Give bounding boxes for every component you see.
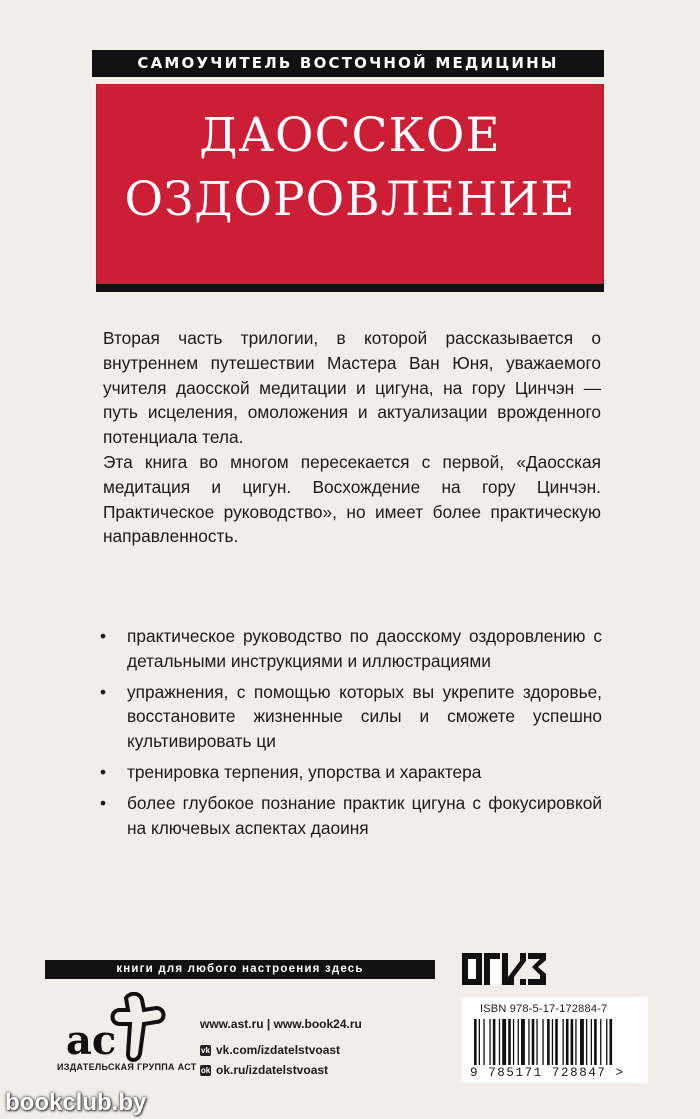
tagline-bar: книги для любого настроения здесь [45,960,435,979]
barcode-bar [479,1019,480,1065]
list-item-text: тренировка терпения, упорства и характера [127,761,482,782]
barcode-bar [552,1019,553,1065]
ok-link[interactable] [200,1063,440,1077]
barcode [474,1019,636,1065]
barcode-bar [606,1019,607,1065]
barcode-bar [594,1019,597,1065]
title-banner [96,84,604,292]
barcode-bar [591,1019,592,1065]
list-item [100,624,602,674]
barcode-bar [547,1019,550,1065]
isbn-block [462,997,648,1083]
barcode-bar [575,1019,576,1065]
barcode-bar [521,1019,525,1065]
isbn-label: ISBN 978-5-17-172884-7 [480,1003,608,1015]
barcode-bar [542,1019,543,1065]
vk-link-text: vk.com/izdatelstvoast [216,1043,341,1057]
bullet-icon: • [100,792,107,813]
website-links[interactable]: www.ast.ru | www.book24.ru [200,1017,362,1031]
description [103,326,601,549]
ogiz-logo [462,951,548,987]
title-line-2: ОЗДОРОВЛЕНИЕ [124,172,576,227]
feature-list [100,624,602,846]
description-paragraph-2: Эта книга во многом пересекается с первой, «Даосская медитация и цигун. Восхождение на гору Цинчэн. Практическое руководство», но имеет более практическую направленность. [103,451,601,547]
ok-icon: ok [200,1065,211,1075]
barcode-digits: 9 785171 728847 > [470,1066,625,1080]
vk-icon: vk [201,1045,210,1055]
list-item-text: практическое руководство по даосскому оздоровлению с детальными инструкциями и иллюстрациями [127,626,602,671]
barcode-bar [502,1019,506,1065]
list-item [100,760,602,785]
barcode-bar [586,1019,587,1065]
ok-link-text: ok.ru/izdatelstvoast [216,1063,329,1077]
barcode-bar [532,1019,535,1065]
title-line-1: ДАОССКОЕ [199,108,501,163]
barcode-bar [566,1019,569,1065]
barcode-bar [555,1019,558,1065]
barcode-bar [580,1019,584,1065]
svg-text:ac: ac [66,1017,117,1064]
barcode-bar [493,1019,496,1065]
barcode-bar [483,1019,484,1065]
barcode-bar [536,1019,537,1065]
bullet-icon: • [100,761,107,782]
watermark: bookclub.by [5,1089,147,1116]
ast-logo [60,992,178,1064]
ast-caption: ИЗДАТЕЛЬСКАЯ ГРУППА АСТ [57,1062,197,1072]
list-item [100,680,602,754]
list-item [100,791,602,841]
series-band: САМОУЧИТЕЛЬ ВОСТОЧНОЙ МЕДИЦИНЫ [92,50,604,77]
barcode-bar [508,1019,511,1065]
list-item-text: более глубокое познание практик цигуна с фокусировкой на ключевых аспектах даоиня [127,792,602,838]
barcode-bar [474,1019,477,1065]
bullet-icon: • [100,626,107,646]
publisher-links [200,1017,440,1083]
barcode-bar [518,1019,519,1065]
barcode-bar [610,1019,613,1065]
barcode-bar [513,1019,514,1065]
barcode-bar [571,1019,574,1065]
barcode-bar [563,1019,564,1065]
bullet-icon: • [100,681,107,702]
vk-link[interactable] [200,1043,440,1057]
barcode-bar [528,1019,529,1065]
barcode-bar [600,1019,601,1065]
description-paragraph-1: Вторая часть трилогии, в которой рассказывается о внутреннем путешествии Мастера Ван Юня, уважаемого учителя даосской медитации и цигуна, на гору Цинчэн — путь исцеления, омоложения и актуализации врожденного потенциала тела. [103,328,601,448]
list-item-text: упражнения, с помощью которых вы укрепите здоровье, восстановите жизненные силы и сможете успешно культивировать ци [127,681,602,752]
barcode-bar [499,1019,500,1065]
barcode-bar [489,1019,490,1065]
